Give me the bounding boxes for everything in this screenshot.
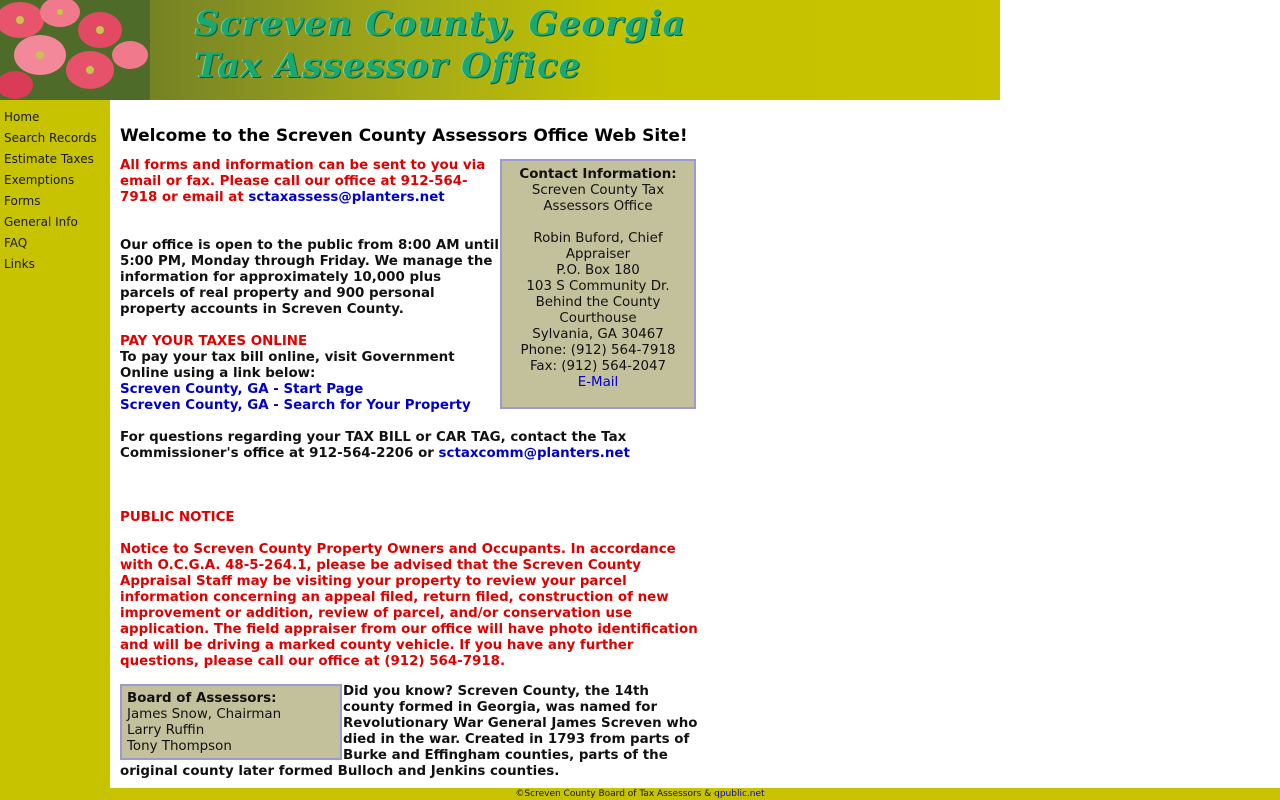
nav-exemptions[interactable]: Exemptions (4, 173, 75, 187)
nav-search-records[interactable]: Search Records (4, 131, 97, 145)
contact-phone: Phone: (912) 564-7918 (520, 343, 676, 358)
assessor-email-link[interactable]: sctaxassess@planters.net (248, 190, 445, 205)
pay-online-heading: PAY YOUR TAXES ONLINE (120, 334, 308, 349)
questions-paragraph (120, 430, 640, 462)
header-banner (0, 0, 1000, 100)
contact-po-box: P.O. Box 180 (556, 263, 640, 278)
start-page-link[interactable]: Screven County, GA - Start Page (120, 382, 364, 397)
contact-heading: Contact Information: (519, 167, 677, 182)
site-title-line1: Screven County, Georgia (195, 4, 686, 44)
sidebar-nav (0, 100, 110, 788)
tax-commissioner-email-link[interactable]: sctaxcomm@planters.net (438, 446, 630, 461)
board-member: James Snow, Chairman (127, 707, 282, 722)
page-title: Welcome to the Screven County Assessors Office Web Site! (120, 126, 688, 146)
nav-links[interactable]: Links (4, 257, 35, 271)
board-section (120, 684, 700, 780)
contact-office-line2: Assessors Office (543, 199, 653, 214)
nav-general-info[interactable]: General Info (4, 215, 78, 229)
dogwood-flowers-image (0, 0, 150, 100)
nav-home[interactable]: Home (4, 110, 40, 124)
contact-street: 103 S Community Dr. (526, 279, 670, 294)
questions-text: For questions regarding your TAX BILL or CAR TAG, contact the Tax Commissioner's office at 912-564-2206 or (120, 430, 627, 461)
did-you-know-text: Did you know? Screven County, the 14th county formed in Georgia, was named for Revolutionary War General James Screven who died in the war. Created in 1793 from parts of Burke and Effingham counties, parts of the original county later formed Bulloch and Jenkins counties. (120, 684, 698, 779)
contact-fax: Fax: (912) 564-2047 (529, 359, 667, 374)
contact-name-line2: Appraiser (565, 247, 631, 262)
main-content (110, 100, 1000, 788)
contact-email-link[interactable]: E-Mail (577, 375, 619, 390)
qpublic-link[interactable]: qpublic.net (714, 789, 765, 799)
board-member: Tony Thompson (127, 739, 232, 754)
contact-info-box (500, 159, 696, 409)
search-property-link[interactable]: Screven County, GA - Search for Your Property (120, 398, 471, 413)
board-member: Larry Ruffin (127, 723, 205, 738)
contact-city: Sylvania, GA 30467 (532, 327, 664, 342)
contact-behind-line2: Courthouse (559, 311, 637, 326)
footer (0, 788, 1280, 800)
footer-text: ©Screven County Board of Tax Assessors & (515, 789, 712, 799)
nav-faq[interactable]: FAQ (4, 236, 28, 250)
contact-office-line1: Screven County Tax (531, 183, 665, 198)
pay-online-text: To pay your tax bill online, visit Government Online using a link below: (120, 350, 455, 381)
contact-behind-line1: Behind the County (535, 295, 661, 310)
intro-paragraph (120, 158, 490, 206)
contact-name-line1: Robin Buford, Chief (533, 231, 663, 246)
nav-estimate-taxes[interactable]: Estimate Taxes (4, 152, 94, 166)
board-of-assessors-box (120, 684, 342, 760)
intro-text: All forms and information can be sent to you via email or fax. Please call our office at 912-564-7918 or email at (120, 158, 486, 205)
office-hours-text: Our office is open to the public from 8:00 AM until 5:00 PM, Monday through Friday. We manage the information for approximately 10,000 plus parcels of real property and 900 personal property accounts in Screven County. (120, 238, 499, 317)
site-title-line2: Tax Assessor Office (195, 46, 582, 86)
public-notice-heading: PUBLIC NOTICE (120, 510, 235, 525)
board-heading: Board of Assessors: (127, 691, 277, 706)
public-notice-text: Notice to Screven County Property Owners and Occupants. In accordance with O.C.G.A. 48-5-264.1, please be advised that the Screven County Appraisal Staff may be visiting your property to review your parcel information concerning an appeal filed, return filed, construction of new improvement or addition, review of parcel, and/or conservation use application. The field appraiser from our office will have photo identification and will be driving a marked county vehicle. If you have any further questions, please call our office at (912) 564-7918. (120, 542, 698, 669)
nav-forms[interactable]: Forms (4, 194, 41, 208)
